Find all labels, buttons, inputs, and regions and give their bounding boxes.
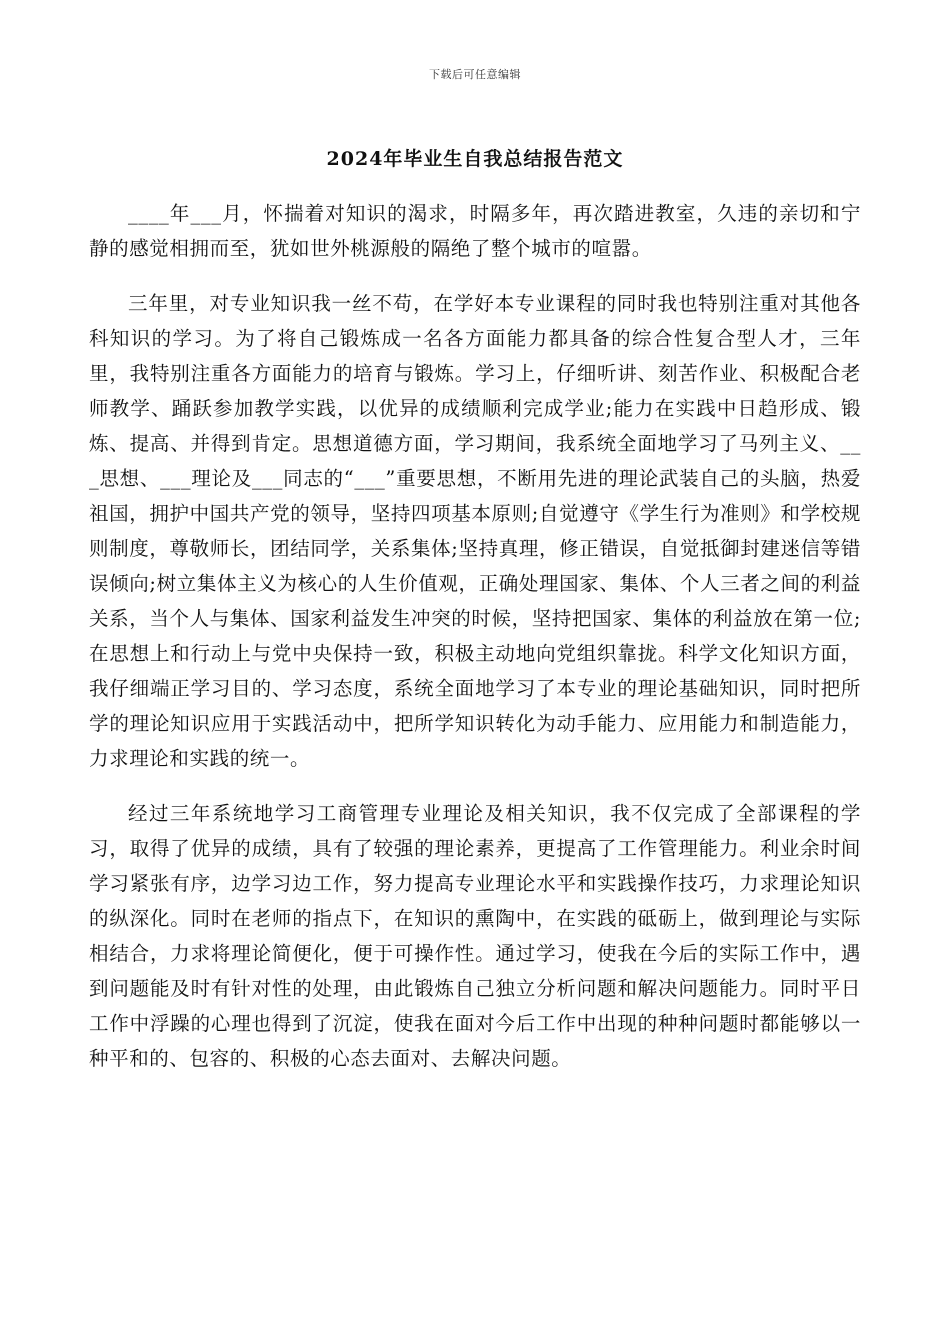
paragraph-3: 经过三年系统地学习工商管理专业理论及相关知识，我不仅完成了全部课程的学习，取得了优异的成绩，具有了较强的理论素养，更提高了工作管理能力。利业余时间学习紧张有序，边学习边工作，努力提高专业理论水平和实践操作技巧，力求理论知识的纵深化。同时在老师的指点下，在知识的熏陶中，在实践的砥砺上，做到理论与实际相结合，力求将理论简便化，便于可操作性。通过学习，使我在今后的实际工作中，遇到问题能及时有针对性的处理，由此锻炼自己独立分析问题和解决问题能力。同时平日工作中浮躁的心理也得到了沉淀，使我在面对今后工作中出现的种种问题时都能够以一种平和的、包容的、积极的心态去面对、去解决问题。 [89, 802, 861, 1070]
header-note: 下载后可任意编辑 [429, 68, 521, 81]
document-title: 2024年毕业生自我总结报告范文 [326, 148, 624, 170]
paragraph-1: ____年___月，怀揣着对知识的渴求，时隔多年，再次踏进教室，久违的亲切和宁静的感觉相拥而至，犹如世外桃源般的隔绝了整个城市的喧嚣。 [89, 202, 861, 260]
paragraph-2: 三年里，对专业知识我一丝不苟，在学好本专业课程的同时我也特别注重对其他各科知识的学习。为了将自己锻炼成一名各方面能力都具备的综合性复合型人才，三年里，我特别注重各方面能力的培育与锻炼。学习上，仔细听讲、刻苦作业、积极配合老师教学、踊跃参加教学实践，以优异的成绩顺利完成学业;能力在实践中日趋形成、锻炼、提高、并得到肯定。思想道德方面，学习期间，我系统全面地学习了马列主义、___思想、___理论及___同志的“___”重要思想，不断用先进的理论武装自己的头脑，热爱祖国，拥护中国共产党的领导，坚持四项基本原则;自觉遵守《学生行为准则》和学校规则制度，尊敬师长，团结同学，关系集体;坚持真理，修正错误，自觉抵御封建迷信等错误倾向;树立集体主义为核心的人生价值观，正确处理国家、集体、个人三者之间的利益关系，当个人与集体、国家利益发生冲突的时候，坚持把国家、集体的利益放在第一位;在思想上和行动上与党中央保持一致，积极主动地向党组织靠拢。科学文化知识方面，我仔细端正学习目的、学习态度，系统全面地学习了本专业的理论基础知识，同时把所学的理论知识应用于实践活动中，把所学知识转化为动手能力、应用能力和制造能力，力求理论和实践的统一。 [89, 292, 861, 770]
document-body [89, 196, 861, 1096]
